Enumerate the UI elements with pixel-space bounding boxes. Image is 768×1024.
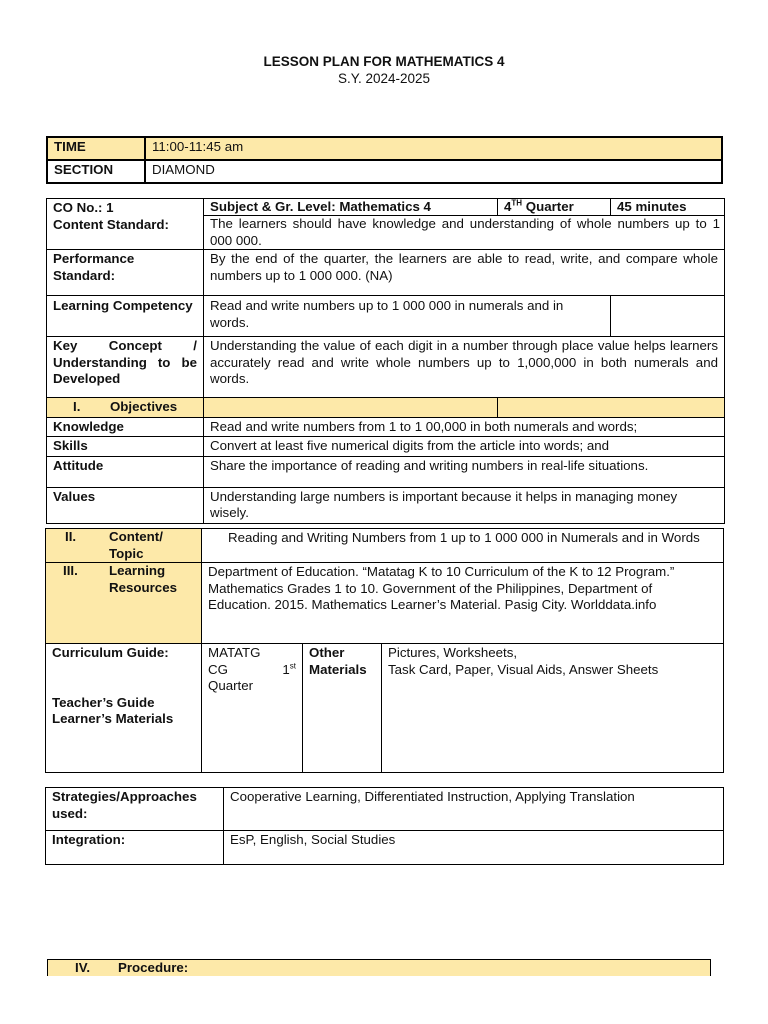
performance-standard-label: Performance Standard: [47, 250, 204, 296]
other-materials-label: Other Materials [303, 644, 382, 773]
learning-resources: Department of Education. “Matatag K to 10 Curriculum of the K to 12 Program.” Mathematics Grades 1 to 10. Government of the Philippines, Department of Education. 2015. Mathematics Learner’s Material. Pasig City. Worlddata.info [202, 563, 724, 644]
content-topic-label [46, 529, 202, 563]
section-label: SECTION [47, 160, 145, 183]
learners-materials-label: Learner’s Materials [52, 711, 174, 726]
attitude: Share the importance of reading and writing numbers in real-life situations. [204, 456, 725, 487]
attitude-label: Attitude [47, 456, 204, 487]
time-section-table [46, 136, 723, 184]
objectives-heading: I. Objectives [47, 398, 204, 418]
guides-label-cell [46, 644, 202, 773]
co-no: CO No.: 1 [53, 200, 114, 215]
curriculum-guide-label: Curriculum Guide: [52, 645, 169, 660]
key-concept-label: Key Concept / Understanding to be Developed [47, 337, 204, 398]
teachers-guide-label: Teacher’s Guide [52, 694, 155, 710]
section-value: DIAMOND [145, 160, 722, 183]
strategies-label: Strategies/Approaches used: [46, 788, 224, 831]
knowledge-label: Knowledge [47, 417, 204, 437]
strategies-table [45, 787, 724, 865]
content-topic-num: II. [65, 529, 77, 544]
values: Understanding large numbers is important because it helps in managing money wisely. [204, 487, 725, 523]
skills: Convert at least five numerical digits from the article into words; and [204, 437, 725, 457]
procedure-num: IV. [75, 960, 91, 975]
integration-label: Integration: [46, 831, 224, 865]
learning-resources-text: Learning Resources [109, 563, 177, 595]
learning-resources-label [46, 563, 202, 644]
time-label: TIME [47, 137, 145, 160]
subject-grade-level: Subject & Gr. Level: Mathematics 4 [204, 199, 498, 215]
content-topic-text: Content/ Topic [109, 529, 163, 561]
document-title: LESSON PLAN FOR MATHEMATICS 4 [263, 54, 505, 69]
objectives-empty-2 [498, 398, 725, 418]
learning-competency: Read and write numbers up to 1 000 000 in numerals and in words. [204, 296, 611, 337]
performance-standard: By the end of the quarter, the learners are able to read, write, and compare whole numbers up to 1 000 000. (NA) [204, 250, 725, 296]
content-topic: Reading and Writing Numbers from 1 up to 1 000 000 in Numerals and in Words [202, 529, 724, 563]
key-concept: Understanding the value of each digit in a number through place value helps learners accurately read and write whole numbers up to 1,000,000 in both numerals and words. [204, 337, 725, 398]
procedure-label: Procedure: [118, 960, 189, 975]
time-value: 11:00-11:45 am [145, 137, 722, 160]
lesson-plan-table [46, 198, 725, 524]
school-year: S.Y. 2024-2025 [337, 71, 431, 86]
other-materials: Pictures, Worksheets, Task Card, Paper, Visual Aids, Answer Sheets [382, 644, 724, 773]
values-label: Values [47, 487, 204, 523]
learning-competency-label: Learning Competency [47, 296, 204, 337]
learning-resources-num: III. [63, 563, 78, 578]
integration: EsP, English, Social Studies [224, 831, 724, 865]
procedure-heading [47, 959, 711, 976]
curriculum-guide-value: MATATG CG 1st Quarter [202, 644, 303, 773]
quarter-label: 4TH Quarter [498, 199, 611, 215]
strategies: Cooperative Learning, Differentiated Instruction, Applying Translation [224, 788, 724, 831]
content-standard: The learners should have knowledge and understanding of whole numbers up to 1 000 000. [210, 216, 720, 248]
co-no-cell [47, 199, 204, 250]
objectives-empty-1 [204, 398, 498, 418]
content-standard-cell [204, 199, 725, 250]
content-standard-label: Content Standard: [53, 216, 169, 232]
content-resources-table [45, 528, 724, 773]
duration: 45 minutes [617, 199, 687, 214]
skills-label: Skills [47, 437, 204, 457]
competency-empty-cell [611, 296, 725, 337]
knowledge: Read and write numbers from 1 to 1 00,000 in both numerals and words; [204, 417, 725, 437]
